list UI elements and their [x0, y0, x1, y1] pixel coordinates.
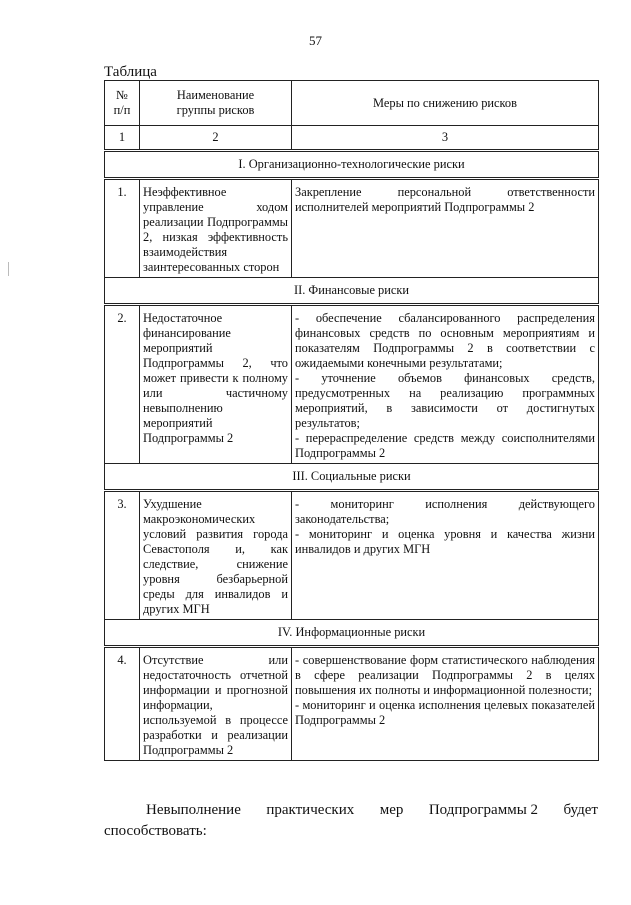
measure-item: - совершенствование форм статистического наблюдения в сфере реализации Подпрограммы 2 в целях повышения их полноты и информационной полезности; [295, 653, 595, 697]
risk-row [105, 647, 599, 761]
group-row [105, 151, 599, 179]
header-cell-name: Наименование группы рисков [140, 81, 292, 126]
risk-row [105, 179, 599, 278]
group-title: I. Организационно-технологические риски [105, 151, 599, 179]
paragraph-line [104, 800, 598, 821]
index-row [105, 126, 599, 151]
group-title: III. Социальные риски [105, 464, 599, 491]
measure-item: - перераспределение средств между соисполнителями Подпрограммы 2 [295, 431, 595, 460]
paragraph-line: способствовать: [104, 823, 207, 839]
risk-measures [292, 647, 599, 761]
header-row [105, 81, 599, 126]
risk-name: Ухудшение макроэкономических условий развития города Севастополя и, как следствие, снижение уровня безбарьерной среды для инвалидов и других МГН [140, 491, 292, 620]
risk-number: 2. [105, 305, 140, 464]
scan-artifact [8, 262, 9, 276]
measure-item: - мониторинг и оценка уровня и качества жизни инвалидов и других МГН [295, 527, 595, 556]
risk-row [105, 305, 599, 464]
group-row [105, 464, 599, 491]
risk-measures [292, 305, 599, 464]
paragraph-word: Невыполнение [146, 802, 241, 818]
risk-measures [292, 491, 599, 620]
measure-item: - обеспечение сбалансированного распределения финансовых средств по основным мероприятиям и показателям Подпрограммы 2 в соответствии с ожидаемыми конечными результатами; [295, 311, 595, 370]
header-cell-num: № п/п [105, 81, 140, 126]
risk-row [105, 491, 599, 620]
index-cell: 2 [140, 126, 292, 151]
header-cell-measures: Меры по снижению рисков [292, 81, 599, 126]
risk-measures [292, 179, 599, 278]
risk-number: 3. [105, 491, 140, 620]
paragraph-word: Подпрограммы 2 [428, 802, 539, 818]
paragraph-word: будет [563, 802, 598, 818]
page-number: 57 [309, 33, 322, 48]
table-caption: Таблица [104, 64, 157, 80]
risk-number: 1. [105, 179, 140, 278]
risk-name: Неэффективное управление ходом реализации Подпрограммы 2, низкая эффективность взаимодействия заинтересованных сторон [140, 179, 292, 278]
risk-table [104, 80, 599, 761]
index-cell: 3 [292, 126, 599, 151]
index-cell: 1 [105, 126, 140, 151]
group-row [105, 620, 599, 647]
risk-name: Отсутствие или недостаточность отчетной информации и прогнозной информации, используемой в процессе разработки и реализации Подпрограммы 2 [140, 647, 292, 761]
paragraph-word: мер [379, 802, 404, 818]
risk-number: 4. [105, 647, 140, 761]
measure-item: - мониторинг исполнения действующего законодательства; [295, 497, 595, 526]
group-title: II. Финансовые риски [105, 278, 599, 305]
paragraph-word: практических [266, 802, 355, 818]
risk-name: Недостаточное финансирование мероприятий Подпрограммы 2, что может привести к полному или частичному невыполнению мероприятий Подпрограммы 2 [140, 305, 292, 464]
measure-item: Закрепление персональной ответственности исполнителей мероприятий Подпрограммы 2 [295, 185, 595, 214]
body-paragraph [104, 800, 598, 842]
measure-item: - мониторинг и оценка исполнения целевых показателей Подпрограммы 2 [295, 698, 595, 727]
group-title: IV. Информационные риски [105, 620, 599, 647]
measure-item: - уточнение объемов финансовых средств, предусмотренных на реализацию программных мероприятий, в зависимости от достигнутых результатов; [295, 371, 595, 430]
group-row [105, 278, 599, 305]
